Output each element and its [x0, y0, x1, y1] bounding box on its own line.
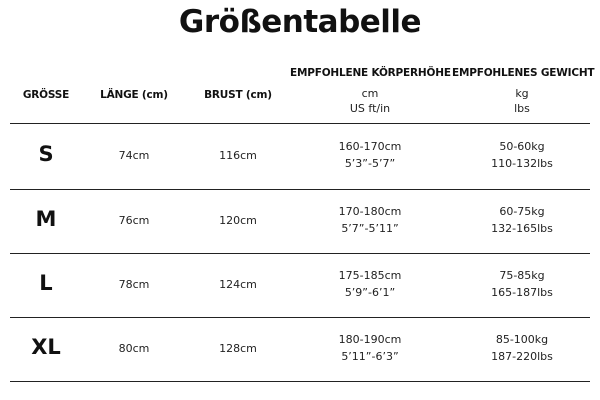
weight-kg-cell: 85-100kg [495, 333, 549, 346]
size-label: L [39, 271, 53, 295]
header-height-unit-imperial: US ft/in [349, 102, 391, 115]
length-cell: 78cm [118, 278, 150, 291]
size-label: XL [31, 335, 61, 359]
header-size: GRÖSSE [22, 89, 70, 101]
divider [10, 189, 590, 190]
size-label: S [38, 142, 54, 166]
weight-lbs-cell: 187-220lbs [491, 350, 553, 363]
height-cm-cell: 180-190cm [338, 333, 402, 346]
header-weight-unit-imperial: lbs [514, 102, 530, 115]
height-ft-cell: 5’11”-6’3” [341, 350, 399, 363]
chest-cell: 116cm [219, 149, 257, 162]
height-ft-cell: 5’7”-5’11” [341, 222, 399, 235]
length-cell: 80cm [118, 342, 150, 355]
page-title: Größentabelle [178, 4, 422, 40]
divider [10, 253, 590, 254]
weight-kg-cell: 60-75kg [499, 205, 545, 218]
weight-lbs-cell: 165-187lbs [491, 286, 553, 299]
header-weight: EMPFOHLENES GEWICHT [452, 67, 595, 79]
weight-kg-cell: 75-85kg [499, 269, 545, 282]
divider [10, 123, 590, 124]
chest-cell: 124cm [219, 278, 257, 291]
divider [10, 381, 590, 382]
height-cm-cell: 160-170cm [338, 140, 402, 153]
header-height: EMPFOHLENE KÖRPERHÖHE [290, 67, 451, 79]
size-label: M [35, 207, 57, 231]
height-ft-cell: 5’3”-5’7” [344, 157, 396, 170]
header-height-unit-metric: cm [361, 87, 379, 100]
header-chest: BRUST (cm) [204, 89, 272, 101]
header-weight-unit-metric: kg [515, 87, 529, 100]
height-cm-cell: 170-180cm [338, 205, 402, 218]
header-length: LÄNGE (cm) [100, 89, 168, 101]
weight-kg-cell: 50-60kg [499, 140, 545, 153]
weight-lbs-cell: 132-165lbs [491, 222, 553, 235]
height-ft-cell: 5’9”-6’1” [344, 286, 396, 299]
length-cell: 74cm [118, 149, 150, 162]
chest-cell: 128cm [219, 342, 257, 355]
divider [10, 317, 590, 318]
weight-lbs-cell: 110-132lbs [491, 157, 553, 170]
height-cm-cell: 175-185cm [338, 269, 402, 282]
length-cell: 76cm [118, 214, 150, 227]
chest-cell: 120cm [219, 214, 257, 227]
